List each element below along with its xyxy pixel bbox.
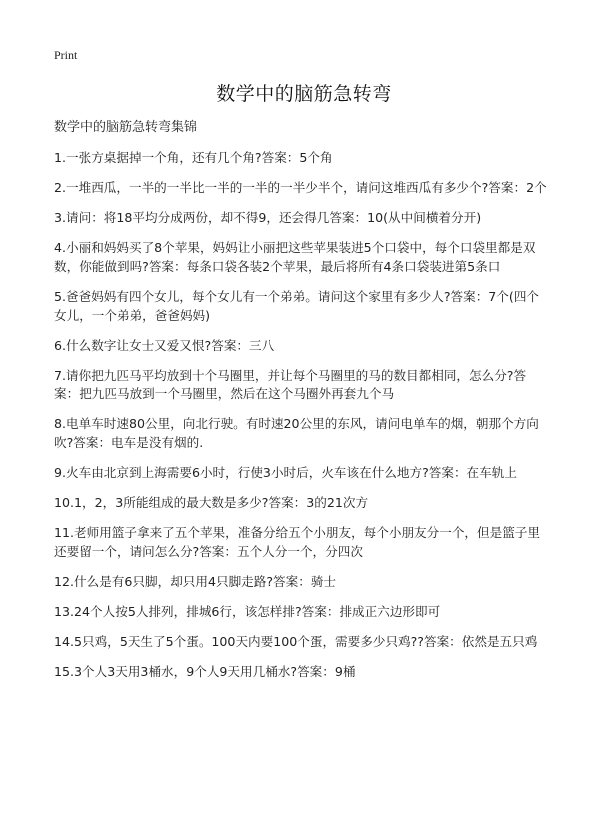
riddle-item-4: 4.小丽和妈妈买了8个苹果，妈妈让小丽把这些苹果装进5个口袋中，每个口袋里都是双数，你能做到吗?答案：每条口袋各装2个苹果，最后将所有4条口袋装进第5条口 [54, 239, 536, 274]
riddle-item-3: 3.请问：将18平均分成两份，却不得9，还会得几答案：10(从中间横着分开) [54, 209, 482, 225]
riddle-item-9: 9.火车由北京到上海需要6小时，行使3小时后，火车该在什么地方?答案：在车轨上 [54, 465, 517, 481]
riddle-item-14: 14.5只鸡，5天生了5个蛋。100天内要100个蛋，需要多少只鸡??答案：依然是五只鸡 [54, 633, 538, 649]
riddle-item-12: 12.什么是有6只脚，却只用4只脚走路?答案：骑士 [54, 573, 337, 589]
riddle-item-11: 11.老师用篮子拿来了五个苹果，准备分给五个小朋友，每个小朋友分一个，但是篮子里还要留一个，请问怎么分?答案：五个人分一个，分四次 [54, 525, 540, 559]
riddle-item-7: 7.请你把九匹马平均放到十个马圈里，并让每个马圈里的马的数目都相同，怎么分?答案：把九匹马放到一个马圈里，然后在这个马圈外再套九个马 [54, 367, 527, 402]
riddle-item-1: 1.一张方桌据掉一个角，还有几个角?答案：5个角 [54, 150, 333, 165]
riddle-item-2: 2.一堆西瓜，一半的一半比一半的一半的一半少半个，请问这堆西瓜有多少个?答案：2个 [54, 179, 547, 195]
riddle-item-15: 15.3个人3天用3桶水，9个人9天用几桶水?答案：9桶 [54, 663, 356, 679]
riddle-item-8: 8.电单车时速80公里，向北行驶。有时速20公里的东风，请问电单车的烟，朝那个方向吹?答案：电车是没有烟的. [54, 416, 539, 451]
riddle-item-13: 13.24个人按5人排列，排城6行，该怎样排?答案：排成正六边形即可 [54, 603, 441, 619]
document-title: 数学中的脑筋急转弯 [216, 83, 392, 105]
riddle-list [54, 149, 550, 693]
document-subtitle: 数学中的脑筋急转弯集锦 [54, 120, 198, 135]
riddle-item-5: 5.爸爸妈妈有四个女儿，每个女儿有一个弟弟。请问这个家里有多少人?答案：7个(四个女儿，一个弟弟，爸爸妈妈) [54, 288, 540, 323]
print-label: Print [54, 48, 78, 62]
riddle-item-10: 10.1，2，3所能组成的最大数是多少?答案：3的21次方 [54, 495, 369, 511]
riddle-item-6: 6.什么数字让女士又爱又恨?答案：三八 [54, 337, 275, 353]
